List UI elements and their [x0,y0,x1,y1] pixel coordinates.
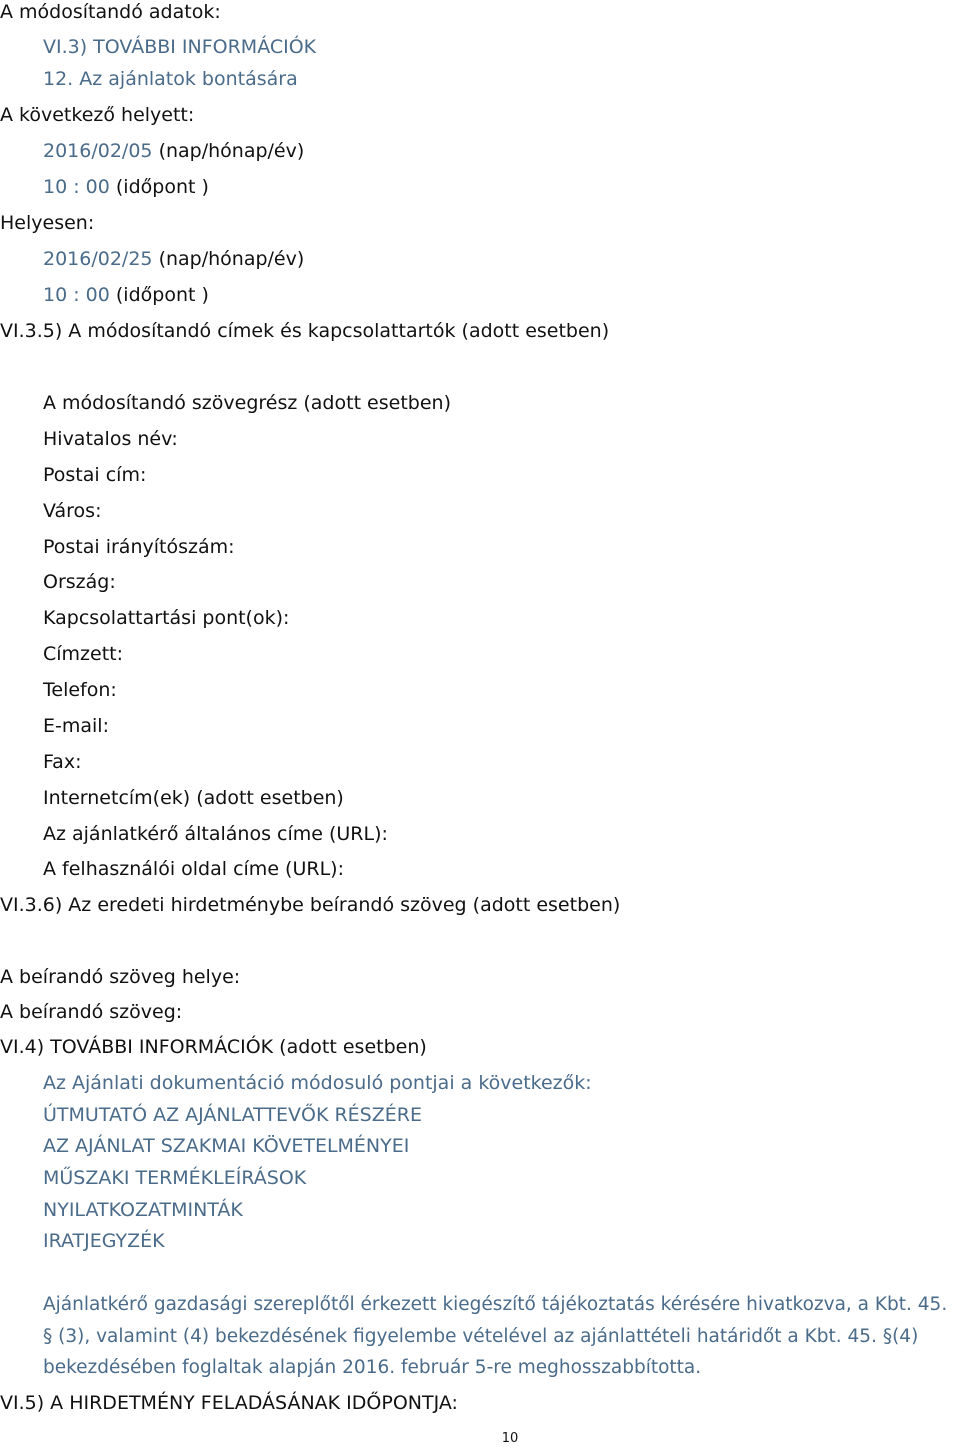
section-vi5-title: VI.5) A HIRDETMÉNY FELADÁSÁNAK IDŐPONTJA: [0,1392,458,1414]
vi35-field-city: Város: [43,500,102,522]
vi35-field-official-name: Hivatalos név: [43,428,178,450]
modified-data-label: A módosítandó adatok: [0,1,221,23]
section-vi36-title: VI.3.6) Az eredeti hirdetménybe beírandó szöveg (adott esetben) [0,894,621,916]
vi35-field-country: Ország: [43,571,116,593]
section-vi3-title: VI.3) TOVÁBBI INFORMÁCIÓK [43,36,317,58]
instead-of-time-label: (időpont ) [115,176,209,198]
vi35-field-general-url: Az ajánlatkérő általános címe (URL): [43,823,388,845]
vi4-item: NYILATKOZATMINTÁK [43,1199,243,1221]
vi4-item: ÚTMUTATÓ AZ AJÁNLATTEVŐK RÉSZÉRE [43,1104,422,1126]
correctly-date [43,247,304,271]
correctly-time [43,283,209,307]
section-vi35-title: VI.3.5) A módosítandó címek és kapcsolattartók (adott esetben) [0,320,610,342]
instead-of-date-value: 2016/02/05 [43,140,153,162]
item-12-title: 12. Az ajánlatok bontására [43,68,298,90]
correctly-label: Helyesen: [0,212,95,234]
instead-of-label: A következő helyett: [0,104,195,126]
vi35-field-fax: Fax: [43,751,82,773]
correctly-date-value: 2016/02/25 [43,248,153,270]
vi35-field-postal-address: Postai cím: [43,464,147,486]
vi35-field-addressee: Címzett: [43,643,124,665]
correctly-time-value: 10 : 00 [43,284,110,306]
correctly-date-format: (nap/hónap/év) [158,248,305,270]
vi35-field-email: E-mail: [43,715,109,737]
vi36-location-label: A beírandó szöveg helye: [0,966,241,988]
instead-of-date [43,139,304,163]
instead-of-time-value: 10 : 00 [43,176,110,198]
vi35-field-internet-addresses: Internetcím(ek) (adott esetben) [43,787,344,809]
page-number: 10 [501,1431,519,1446]
correctly-time-label: (időpont ) [115,284,209,306]
vi4-item: MŰSZAKI TERMÉKLEÍRÁSOK [43,1167,307,1189]
vi4-item: IRATJEGYZÉK [43,1230,165,1252]
vi35-field-contact-points: Kapcsolattartási pont(ok): [43,607,290,629]
vi36-text-label: A beírandó szöveg: [0,1001,183,1023]
vi35-field-buyer-profile-url: A felhasználói oldal címe (URL): [43,858,344,880]
section-vi4-title: VI.4) TOVÁBBI INFORMÁCIÓK (adott esetben) [0,1036,427,1058]
instead-of-date-format: (nap/hónap/év) [158,140,305,162]
vi4-intro: Az Ajánlati dokumentáció módosuló pontjai a következők: [43,1072,592,1094]
vi4-paragraph: Ajánlatkérő gazdasági szereplőtől érkezett kiegészítő tájékoztatás kérésére hivatkozva, a Kbt. 45. § (3), valamint (4) bekezdésének figyelembe vételével az ajánlattételi határidőt a Kbt. 45. §(4) bekezdésében foglaltak alapján 2016. február 5-re meghosszabbította. [43,1294,948,1378]
vi4-item: AZ AJÁNLAT SZAKMAI KÖVETELMÉNYEI [43,1135,410,1157]
vi35-field-phone: Telefon: [43,679,117,701]
vi35-field-modified-text: A módosítandó szövegrész (adott esetben) [43,392,451,414]
instead-of-time [43,175,209,199]
vi35-field-postal-code: Postai irányítószám: [43,536,235,558]
